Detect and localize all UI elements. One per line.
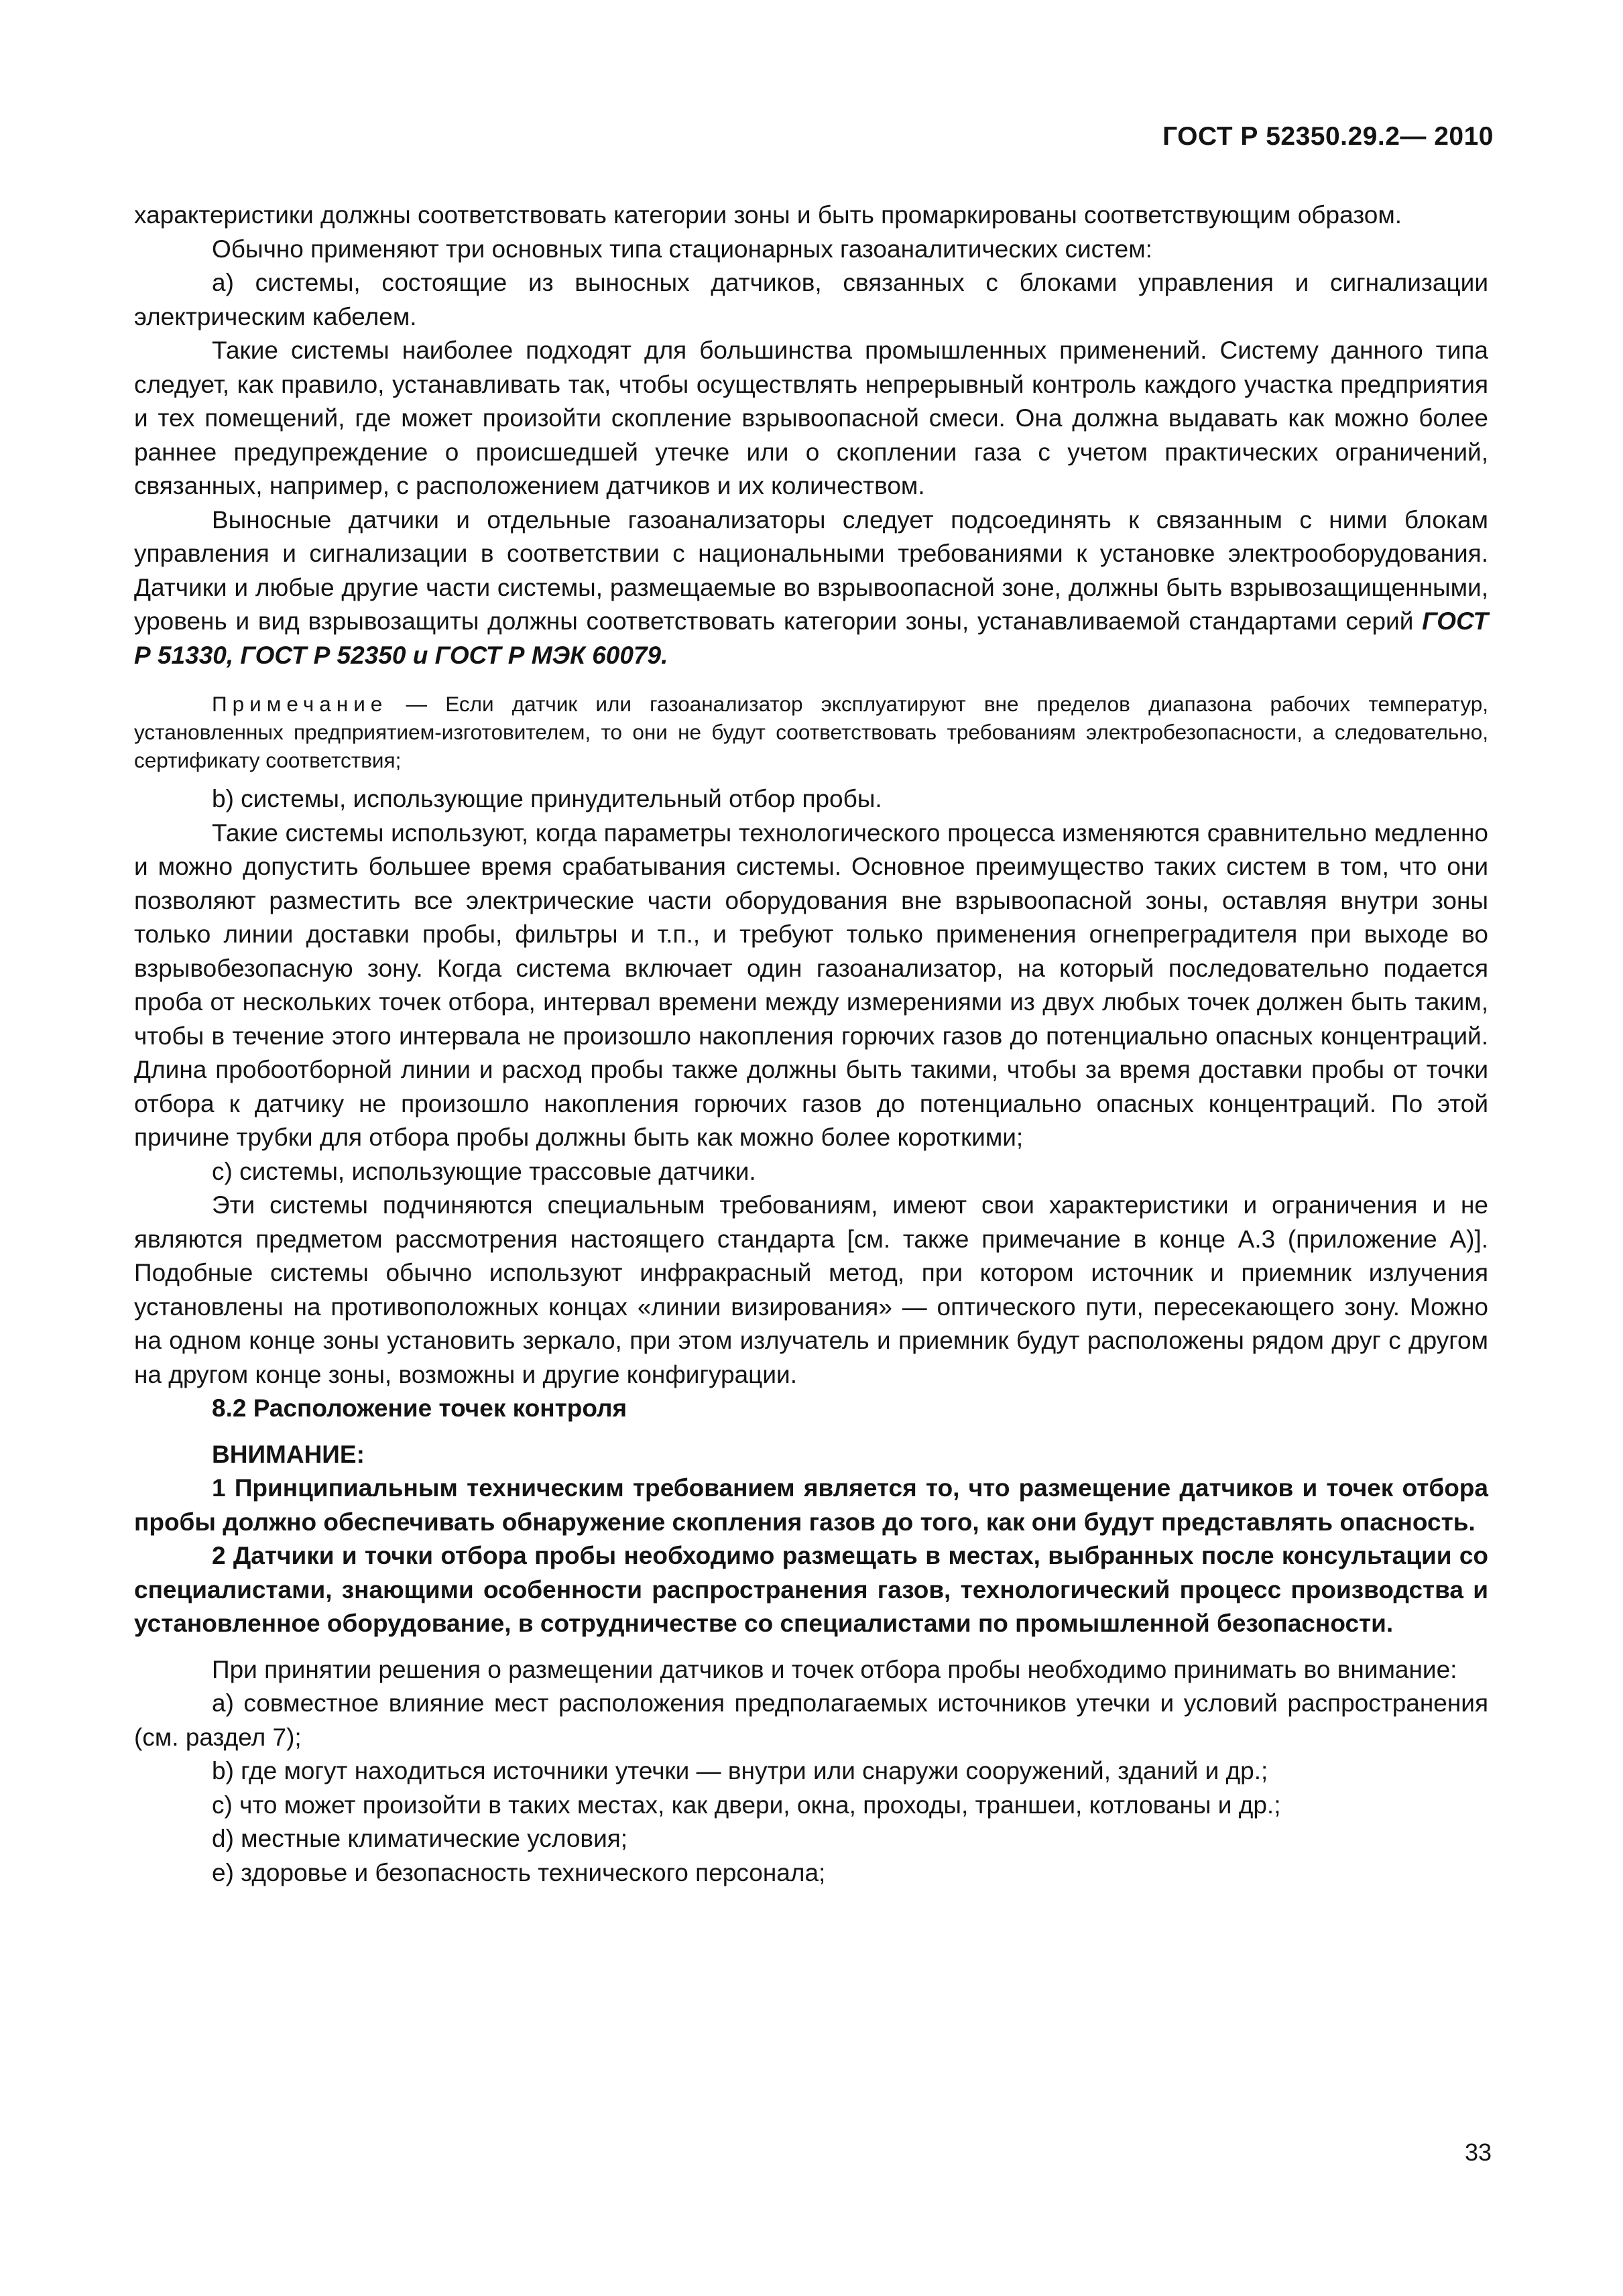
paragraph: характеристики должны соответствовать категории зоны и быть промаркированы соответствующим образом. <box>134 201 1402 229</box>
list-item-b: b) системы, использующие принудительный отбор пробы. <box>212 785 882 812</box>
section-heading: 8.2 Расположение точек контроля <box>212 1394 627 1422</box>
paragraph-text: Выносные датчики и отдельные газоанализаторы следует подсоединять к связанным с ними блокам управления и сигнализации в соответствии с национальными требованиями к установке электрооборудования. Датчики и любые другие части системы, размещаемые во взрывоопасной зоне, должны быть взрывозащищенными, уровень и вид взрывозащиты должны соответствовать категории зоны, устанавливаемой стандартами серий <box>134 505 1488 635</box>
paragraph: Эти системы подчиняются специальным требованиям, имеют свои характеристики и ограничения и не являются предметом рассмотрения настоящего стандарта [см. также примечание в конце А.3 (приложение А)]. Подобные системы обычно используют инфракрасный метод, при котором источник и приемник излучения установлены на противоположных концах «линии визирования» — оптического пути, пересекающего зону. Можно на одном конце зоны установить зеркало, при этом излучатель и приемник будут расположены рядом друг с другом на другом конце зоны, возможны и другие конфигурации. <box>134 1191 1488 1388</box>
list-item-c: с) системы, использующие трассовые датчики. <box>212 1157 756 1185</box>
note-label: Примечание <box>212 692 388 716</box>
warning-1: 1 Принципиальным техническим требованием является то, что размещение датчиков и точек отбора пробы должно обеспечивать обнаружение скопления газов до того, как они будут представлять опасность. <box>134 1474 1488 1536</box>
paragraph: Такие системы используют, когда параметры технологического процесса изменяются сравнительно медленно и можно допустить большее время срабатывания системы. Основное преимущество таких систем в том, что они позволяют разместить все электрические части оборудования вне взрывоопасной зоны, оставляя внутри зоны только линии доставки пробы, фильтры и т.п., и требуют только применения огнепреградителя при выходе во взрывобезопасную зону. Когда система включает один газоанализатор, на который последовательно подается проба от нескольких точек отбора, интервал времени между измерениями из двух любых точек должен быть таким, чтобы в течение этого интервала не произошло накопления горючих газов до потенциально опасных концентраций. Длина пробоотборной линии и расход пробы также должны быть такими, чтобы за время доставки пробы от точки отбора к датчику не произошло накопления горючих газов до потенциально опасных концентраций. По этой причине трубки для отбора пробы должны быть как можно более короткими; <box>134 819 1488 1151</box>
attention-heading: ВНИМАНИЕ: <box>212 1440 365 1468</box>
standards-reference: ГОСТ Р 51330, ГОСТ Р 52350 и ГОСТ Р МЭК 60079. <box>134 607 1488 669</box>
document-header: ГОСТ Р 52350.29.2— 2010 <box>1162 122 1494 151</box>
page-number: 33 <box>1464 2138 1492 2166</box>
list-item-e: е) здоровье и безопасность технического персонала; <box>212 1858 826 1886</box>
list-item-d: d) местные климатические условия; <box>212 1825 628 1852</box>
list-item-b: b) где могут находиться источники утечки — внутри или снаружи сооружений, зданий и др.; <box>212 1757 1268 1785</box>
paragraph: Обычно применяют три основных типа стационарных газоаналитических систем: <box>212 235 1152 263</box>
list-item-a: а) системы, состоящие из выносных датчиков, связанных с блоками управления и сигнализации электрическим кабелем. <box>134 269 1488 330</box>
note-text: — Если датчик или газоанализатор эксплуатируют вне пределов диапазона рабочих температур, установленных предприятием-изготовителем, то они не будут соответствовать требованиям электробезопасности, а следовательно, сертификату соответствия; <box>134 692 1488 772</box>
list-item-a: а) совместное влияние мест расположения предполагаемых источников утечки и условий распространения (см. раздел 7); <box>134 1689 1488 1751</box>
paragraph: Такие системы наиболее подходят для большинства промышленных применений. Систему данного типа следует, как правило, устанавливать так, чтобы осуществлять непрерывный контроль каждого участка предприятия и тех помещений, где может произойти скопление взрывоопасной смеси. Она должна выдавать как можно более раннее предупреждение о происшедшей утечке или о скоплении газа с учетом практических ограничений, связанных, например, с расположением датчиков и их количеством. <box>134 337 1488 499</box>
paragraph <box>134 503 1488 673</box>
note <box>134 690 1488 774</box>
warning-2: 2 Датчики и точки отбора пробы необходимо размещать в местах, выбранных после консультации со специалистами, знающими особенности распространения газов, технологический процесс производства и установленное оборудование, в сотрудничестве со специалистами по промышленной безопасности. <box>134 1542 1488 1637</box>
list-item-c: с) что может произойти в таких местах, как двери, окна, проходы, траншеи, котлованы и др.; <box>212 1791 1281 1819</box>
paragraph: При принятии решения о размещении датчиков и точек отбора пробы необходимо принимать во внимание: <box>212 1655 1457 1683</box>
document-body <box>134 198 1488 1890</box>
